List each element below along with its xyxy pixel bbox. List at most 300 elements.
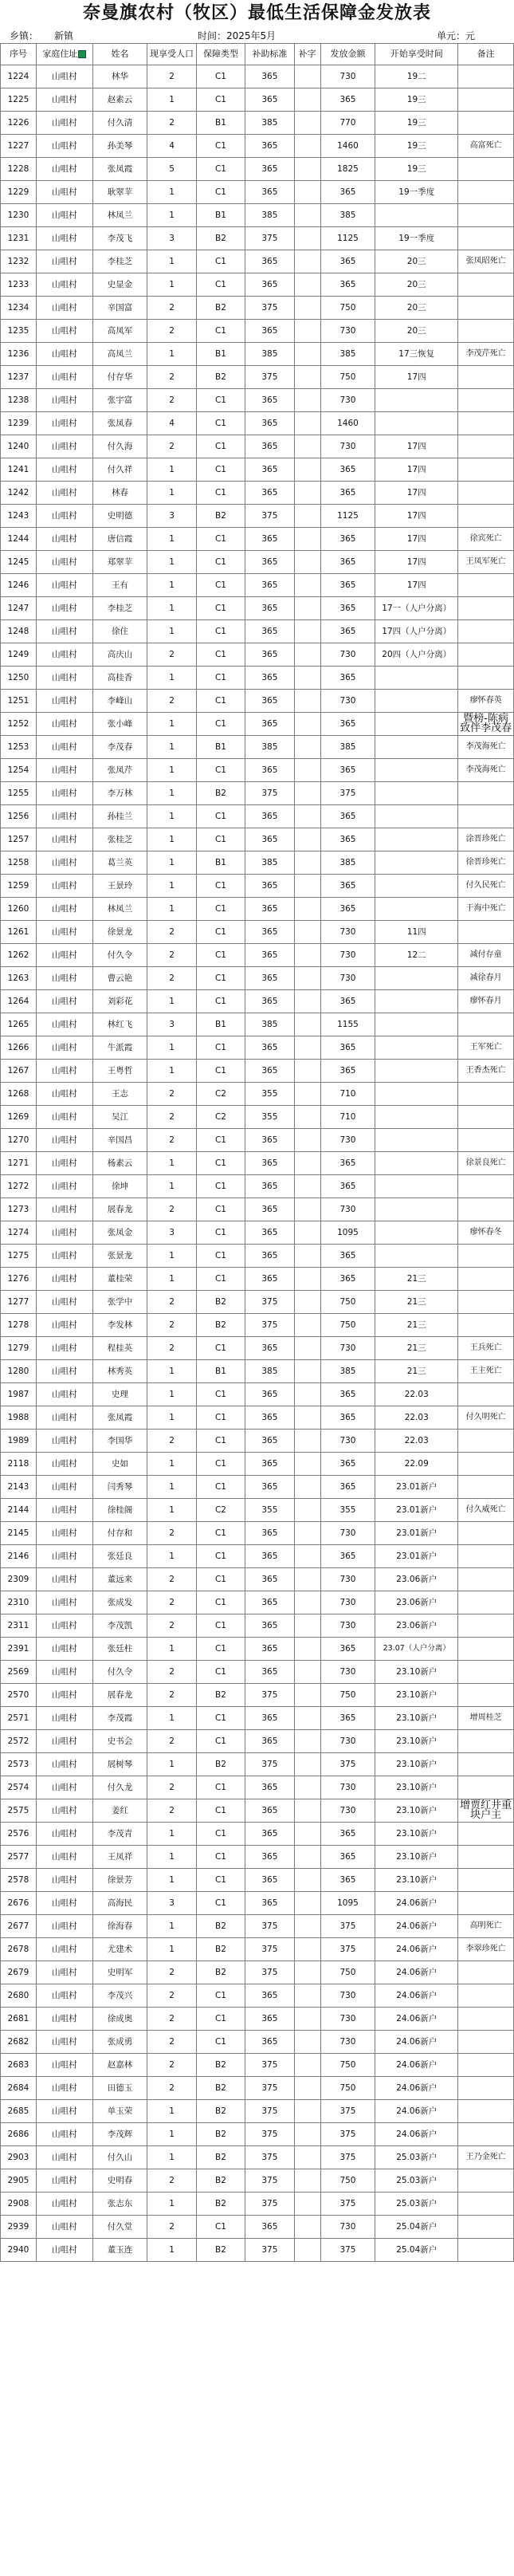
- col-header-address[interactable]: [36, 44, 92, 65]
- cell-type: C2: [196, 1499, 245, 1522]
- cell-start-time: [375, 851, 458, 875]
- cell-persons: 1: [147, 1152, 196, 1175]
- cell-start-time: [375, 736, 458, 759]
- cell-persons: 1: [147, 1545, 196, 1568]
- table-row: [1, 1823, 514, 1846]
- cell-remark: [458, 1013, 514, 1036]
- cell-index: 1263: [1, 967, 37, 990]
- cell-start-time: 19一季度: [375, 181, 458, 204]
- cell-start-time: 23.10新户: [375, 1684, 458, 1707]
- col-header-index: 序号: [1, 44, 37, 65]
- cell-standard: 365: [245, 1430, 294, 1453]
- cell-standard: 365: [245, 65, 294, 88]
- cell-type: C1: [196, 158, 245, 181]
- cell-index: 1224: [1, 65, 37, 88]
- cell-type: C1: [196, 1522, 245, 1545]
- cell-standard: 365: [245, 1268, 294, 1291]
- cell-supplement: [294, 620, 320, 643]
- table-row: [1, 990, 514, 1013]
- cell-index: 2572: [1, 1730, 37, 1753]
- cell-start-time: [375, 667, 458, 690]
- cell-address: 山咀村: [36, 967, 92, 990]
- cell-name: 徐景芳: [92, 1869, 147, 1892]
- cell-address: 山咀村: [36, 1938, 92, 1961]
- cell-name: 张桂芝: [92, 828, 147, 851]
- cell-remark: [458, 1661, 514, 1684]
- cell-persons: 2: [147, 1106, 196, 1129]
- cell-amount: 365: [320, 597, 375, 620]
- cell-remark: [458, 2077, 514, 2100]
- cell-address: 山咀村: [36, 412, 92, 435]
- cell-supplement: [294, 551, 320, 574]
- cell-type: B2: [196, 2169, 245, 2193]
- cell-index: 2940: [1, 2239, 37, 2262]
- cell-type: C1: [196, 273, 245, 297]
- cell-index: 2391: [1, 1638, 37, 1661]
- cell-type: B2: [196, 1684, 245, 1707]
- table-row: [1, 1129, 514, 1152]
- cell-start-time: [375, 990, 458, 1013]
- table-row: [1, 643, 514, 667]
- cell-start-time: 25.04新户: [375, 2239, 458, 2262]
- cell-persons: 1: [147, 805, 196, 828]
- cell-address: 山咀村: [36, 482, 92, 505]
- cell-supplement: [294, 921, 320, 944]
- cell-amount: 365: [320, 898, 375, 921]
- table-row: [1, 1013, 514, 1036]
- table-row: [1, 574, 514, 597]
- cell-supplement: [294, 2100, 320, 2123]
- cell-amount: 365: [320, 1545, 375, 1568]
- cell-start-time: 19二: [375, 65, 458, 88]
- cell-index: 1262: [1, 944, 37, 967]
- table-row: [1, 320, 514, 343]
- cell-standard: 365: [245, 1892, 294, 1915]
- cell-amount: 385: [320, 851, 375, 875]
- cell-supplement: [294, 2169, 320, 2193]
- table-row: [1, 2054, 514, 2077]
- cell-supplement: [294, 1591, 320, 1614]
- cell-address: 山咀村: [36, 1915, 92, 1938]
- cell-type: B2: [196, 782, 245, 805]
- table-row: [1, 1961, 514, 1984]
- cell-index: 1246: [1, 574, 37, 597]
- table-row: [1, 88, 514, 112]
- cell-supplement: [294, 135, 320, 158]
- cell-start-time: 23.10新户: [375, 1753, 458, 1776]
- cell-remark: 瘳怀春月: [458, 990, 514, 1013]
- table-row: [1, 2123, 514, 2146]
- cell-remark: [458, 1614, 514, 1638]
- cell-index: 1260: [1, 898, 37, 921]
- cell-persons: 1: [147, 2100, 196, 2123]
- cell-remark: 王主死亡: [458, 1360, 514, 1383]
- cell-address: 山咀村: [36, 1730, 92, 1753]
- cell-supplement: [294, 320, 320, 343]
- cell-standard: 365: [245, 597, 294, 620]
- cell-remark: [458, 1753, 514, 1776]
- cell-standard: 385: [245, 204, 294, 227]
- cell-start-time: 21三: [375, 1360, 458, 1383]
- cell-supplement: [294, 1707, 320, 1730]
- cell-name: 付久令: [92, 1661, 147, 1684]
- cell-index: 1248: [1, 620, 37, 643]
- cell-index: 1245: [1, 551, 37, 574]
- cell-type: C1: [196, 2031, 245, 2054]
- cell-address: 山咀村: [36, 1198, 92, 1221]
- cell-standard: 375: [245, 2054, 294, 2077]
- cell-amount: 365: [320, 1846, 375, 1869]
- cell-type: C1: [196, 1730, 245, 1753]
- cell-index: 2684: [1, 2077, 37, 2100]
- cell-start-time: [375, 412, 458, 435]
- cell-standard: 375: [245, 2146, 294, 2169]
- cell-remark: 张凤昭死亡: [458, 250, 514, 273]
- cell-index: 1275: [1, 1245, 37, 1268]
- cell-persons: 1: [147, 1175, 196, 1198]
- cell-index: 1236: [1, 343, 37, 366]
- cell-supplement: [294, 1730, 320, 1753]
- cell-amount: 1125: [320, 227, 375, 250]
- cell-remark: 李翠珍死亡: [458, 1938, 514, 1961]
- cell-type: C1: [196, 65, 245, 88]
- cell-address: 山咀村: [36, 1638, 92, 1661]
- cell-amount: 730: [320, 1337, 375, 1360]
- cell-persons: 2: [147, 2008, 196, 2031]
- cell-start-time: 17四: [375, 505, 458, 528]
- cell-type: C1: [196, 2008, 245, 2031]
- cell-remark: [458, 1198, 514, 1221]
- cell-remark: 徐晋珍死亡: [458, 851, 514, 875]
- cell-name: 张成发: [92, 1591, 147, 1614]
- cell-standard: 375: [245, 2100, 294, 2123]
- table-row: [1, 1060, 514, 1083]
- cell-address: 山咀村: [36, 320, 92, 343]
- cell-supplement: [294, 1545, 320, 1568]
- cell-persons: 1: [147, 2193, 196, 2216]
- table-row: [1, 551, 514, 574]
- cell-address: 山咀村: [36, 2008, 92, 2031]
- cell-remark: [458, 921, 514, 944]
- cell-remark: [458, 1476, 514, 1499]
- cell-standard: 365: [245, 458, 294, 482]
- cell-persons: 1: [147, 482, 196, 505]
- cell-remark: [458, 1892, 514, 1915]
- cell-start-time: [375, 690, 458, 713]
- cell-standard: 375: [245, 2077, 294, 2100]
- cell-start-time: 21三: [375, 1314, 458, 1337]
- cell-remark: [458, 2100, 514, 2123]
- cell-supplement: [294, 2054, 320, 2077]
- cell-remark: 高富死亡: [458, 135, 514, 158]
- cell-type: B1: [196, 343, 245, 366]
- cell-type: C1: [196, 759, 245, 782]
- cell-standard: 375: [245, 1291, 294, 1314]
- table-row: [1, 2216, 514, 2239]
- cell-name: 董远来: [92, 1568, 147, 1591]
- cell-type: C1: [196, 551, 245, 574]
- cell-persons: 1: [147, 620, 196, 643]
- cell-type: C2: [196, 1106, 245, 1129]
- cell-name: 展春龙: [92, 1198, 147, 1221]
- cell-standard: 385: [245, 343, 294, 366]
- cell-persons: 2: [147, 112, 196, 135]
- cell-amount: 730: [320, 1614, 375, 1638]
- cell-persons: 1: [147, 1823, 196, 1846]
- cell-start-time: 24.06新户: [375, 2054, 458, 2077]
- cell-remark: [458, 412, 514, 435]
- cell-index: 2680: [1, 1984, 37, 2008]
- table-row: [1, 204, 514, 227]
- cell-name: 张景龙: [92, 1245, 147, 1268]
- cell-type: B2: [196, 1753, 245, 1776]
- cell-type: C1: [196, 1545, 245, 1568]
- cell-persons: 2: [147, 1291, 196, 1314]
- cell-remark: 瘳怀春英: [458, 690, 514, 713]
- cell-standard: 365: [245, 250, 294, 273]
- cell-standard: 365: [245, 1152, 294, 1175]
- table-row: [1, 2031, 514, 2054]
- cell-start-time: 23.01新户: [375, 1545, 458, 1568]
- cell-address: 山咀村: [36, 828, 92, 851]
- cell-amount: 365: [320, 1245, 375, 1268]
- cell-index: 2118: [1, 1453, 37, 1476]
- cell-persons: 1: [147, 759, 196, 782]
- cell-standard: 385: [245, 851, 294, 875]
- cell-index: 2682: [1, 2031, 37, 2054]
- cell-type: B2: [196, 297, 245, 320]
- cell-remark: [458, 389, 514, 412]
- cell-remark: 高明死亡: [458, 1915, 514, 1938]
- table-body: [1, 65, 514, 2262]
- table-row: [1, 250, 514, 273]
- cell-address: 山咀村: [36, 1753, 92, 1776]
- cell-standard: 385: [245, 736, 294, 759]
- cell-standard: 365: [245, 990, 294, 1013]
- cell-index: 2145: [1, 1522, 37, 1545]
- cell-supplement: [294, 1961, 320, 1984]
- cell-amount: 730: [320, 944, 375, 967]
- cell-remark: [458, 1383, 514, 1406]
- cell-supplement: [294, 250, 320, 273]
- table-row: [1, 1036, 514, 1060]
- cell-name: 李国华: [92, 1430, 147, 1453]
- cell-persons: 1: [147, 1915, 196, 1938]
- cell-type: C1: [196, 2216, 245, 2239]
- table-row: [1, 1106, 514, 1129]
- cell-supplement: [294, 227, 320, 250]
- table-row: [1, 2077, 514, 2100]
- cell-index: 2143: [1, 1476, 37, 1499]
- cell-persons: 2: [147, 944, 196, 967]
- cell-name: 王凤祥: [92, 1846, 147, 1869]
- table-row: [1, 2008, 514, 2031]
- cell-type: C1: [196, 898, 245, 921]
- cell-standard: 365: [245, 828, 294, 851]
- table-row: [1, 1938, 514, 1961]
- cell-index: 1227: [1, 135, 37, 158]
- cell-amount: 750: [320, 366, 375, 389]
- cell-supplement: [294, 1406, 320, 1430]
- cell-start-time: [375, 1106, 458, 1129]
- table-row: [1, 366, 514, 389]
- cell-name: 王有: [92, 574, 147, 597]
- cell-standard: 365: [245, 1221, 294, 1245]
- cell-amount: 710: [320, 1083, 375, 1106]
- cell-remark: 王凤军死亡: [458, 551, 514, 574]
- cell-address: 山咀村: [36, 1499, 92, 1522]
- cell-address: 山咀村: [36, 1314, 92, 1337]
- cell-amount: 365: [320, 1707, 375, 1730]
- cell-start-time: 23.06新户: [375, 1568, 458, 1591]
- cell-start-time: 23.10新户: [375, 1707, 458, 1730]
- col-header-remark: 备注: [458, 44, 514, 65]
- cell-remark: [458, 2031, 514, 2054]
- cell-address: 山咀村: [36, 366, 92, 389]
- cell-persons: 1: [147, 343, 196, 366]
- cell-address: 山咀村: [36, 1684, 92, 1707]
- cell-name: 张志东: [92, 2193, 147, 2216]
- cell-name: 张凤霞: [92, 158, 147, 181]
- cell-address: 山咀村: [36, 2146, 92, 2169]
- cell-name: 耿翠苹: [92, 181, 147, 204]
- cell-standard: 365: [245, 551, 294, 574]
- table-row: [1, 1360, 514, 1383]
- cell-start-time: 17四: [375, 482, 458, 505]
- cell-name: 林春: [92, 482, 147, 505]
- cell-persons: 1: [147, 782, 196, 805]
- cell-type: C1: [196, 482, 245, 505]
- cell-index: 1254: [1, 759, 37, 782]
- cell-index: 1231: [1, 227, 37, 250]
- cell-start-time: 17四: [375, 528, 458, 551]
- cell-address: 山咀村: [36, 1961, 92, 1984]
- cell-address: 山咀村: [36, 343, 92, 366]
- cell-persons: 2: [147, 1198, 196, 1221]
- table-row: [1, 1499, 514, 1522]
- cell-address: 山咀村: [36, 528, 92, 551]
- filter-icon[interactable]: [78, 50, 86, 58]
- cell-name: 王景玲: [92, 875, 147, 898]
- cell-type: B2: [196, 1314, 245, 1337]
- cell-remark: 减付存童: [458, 944, 514, 967]
- cell-start-time: 23.01新户: [375, 1522, 458, 1545]
- cell-type: C2: [196, 1083, 245, 1106]
- cell-address: 山咀村: [36, 158, 92, 181]
- cell-start-time: 24.06新户: [375, 1938, 458, 1961]
- cell-address: 山咀村: [36, 435, 92, 458]
- cell-supplement: [294, 1337, 320, 1360]
- cell-supplement: [294, 158, 320, 181]
- cell-supplement: [294, 2008, 320, 2031]
- cell-address: 山咀村: [36, 1129, 92, 1152]
- cell-remark: [458, 1568, 514, 1591]
- cell-address: 山咀村: [36, 574, 92, 597]
- table-row: [1, 851, 514, 875]
- cell-persons: 1: [147, 181, 196, 204]
- cell-address: 山咀村: [36, 1522, 92, 1545]
- cell-address: 山咀村: [36, 1430, 92, 1453]
- cell-address: 山咀村: [36, 990, 92, 1013]
- cell-standard: 365: [245, 643, 294, 667]
- cell-persons: 2: [147, 1984, 196, 2008]
- cell-type: C1: [196, 528, 245, 551]
- cell-index: 2310: [1, 1591, 37, 1614]
- cell-address: 山咀村: [36, 297, 92, 320]
- cell-remark: [458, 1106, 514, 1129]
- cell-name: 杨素云: [92, 1152, 147, 1175]
- cell-index: 1267: [1, 1060, 37, 1083]
- cell-address: 山咀村: [36, 1060, 92, 1083]
- cell-index: 1264: [1, 990, 37, 1013]
- unit-label: 单元：元: [437, 30, 476, 41]
- cell-name: 李茂霞: [92, 1707, 147, 1730]
- cell-type: B2: [196, 1961, 245, 1984]
- page-title: 奈曼旗农村（牧区）最低生活保障金发放表: [82, 2, 431, 23]
- cell-name: 史明军: [92, 1961, 147, 1984]
- cell-start-time: 24.06新户: [375, 2100, 458, 2123]
- meta-bar: [0, 26, 514, 43]
- cell-address: 山咀村: [36, 1707, 92, 1730]
- cell-amount: 365: [320, 482, 375, 505]
- cell-index: 2576: [1, 1823, 37, 1846]
- cell-persons: 3: [147, 1221, 196, 1245]
- cell-start-time: 17四: [375, 458, 458, 482]
- cell-standard: 365: [245, 1406, 294, 1430]
- cell-persons: 1: [147, 551, 196, 574]
- cell-remark: [458, 1314, 514, 1337]
- cell-standard: 365: [245, 1638, 294, 1661]
- cell-amount: 375: [320, 782, 375, 805]
- cell-supplement: [294, 805, 320, 828]
- cell-index: 1272: [1, 1175, 37, 1198]
- table-row: [1, 297, 514, 320]
- cell-name: 张学中: [92, 1291, 147, 1314]
- cell-supplement: [294, 1245, 320, 1268]
- cell-remark: 李茂芹死亡: [458, 343, 514, 366]
- cell-supplement: [294, 759, 320, 782]
- cell-name: 赵嘉林: [92, 2054, 147, 2077]
- cell-name: 张宇富: [92, 389, 147, 412]
- cell-type: C1: [196, 944, 245, 967]
- table-row: [1, 921, 514, 944]
- table-row: [1, 1869, 514, 1892]
- cell-amount: 730: [320, 643, 375, 667]
- cell-address: 山咀村: [36, 135, 92, 158]
- cell-start-time: 20四（人户分离）: [375, 643, 458, 667]
- cell-remark: [458, 112, 514, 135]
- cell-index: 2144: [1, 1499, 37, 1522]
- cell-amount: 385: [320, 1360, 375, 1383]
- cell-remark: [458, 273, 514, 297]
- table-row: [1, 273, 514, 297]
- cell-persons: 2: [147, 389, 196, 412]
- cell-address: 山咀村: [36, 1799, 92, 1823]
- table-row: [1, 1799, 514, 1823]
- cell-type: C1: [196, 597, 245, 620]
- cell-supplement: [294, 2077, 320, 2100]
- cell-persons: 1: [147, 1499, 196, 1522]
- cell-address: 山咀村: [36, 620, 92, 643]
- cell-standard: 365: [245, 1984, 294, 2008]
- cell-name: 辛国昌: [92, 1129, 147, 1152]
- cell-standard: 365: [245, 1337, 294, 1360]
- cell-persons: 2: [147, 1776, 196, 1799]
- cell-persons: 1: [147, 597, 196, 620]
- cell-persons: 2: [147, 690, 196, 713]
- col-header-supplement: 补字: [294, 44, 320, 65]
- cell-supplement: [294, 828, 320, 851]
